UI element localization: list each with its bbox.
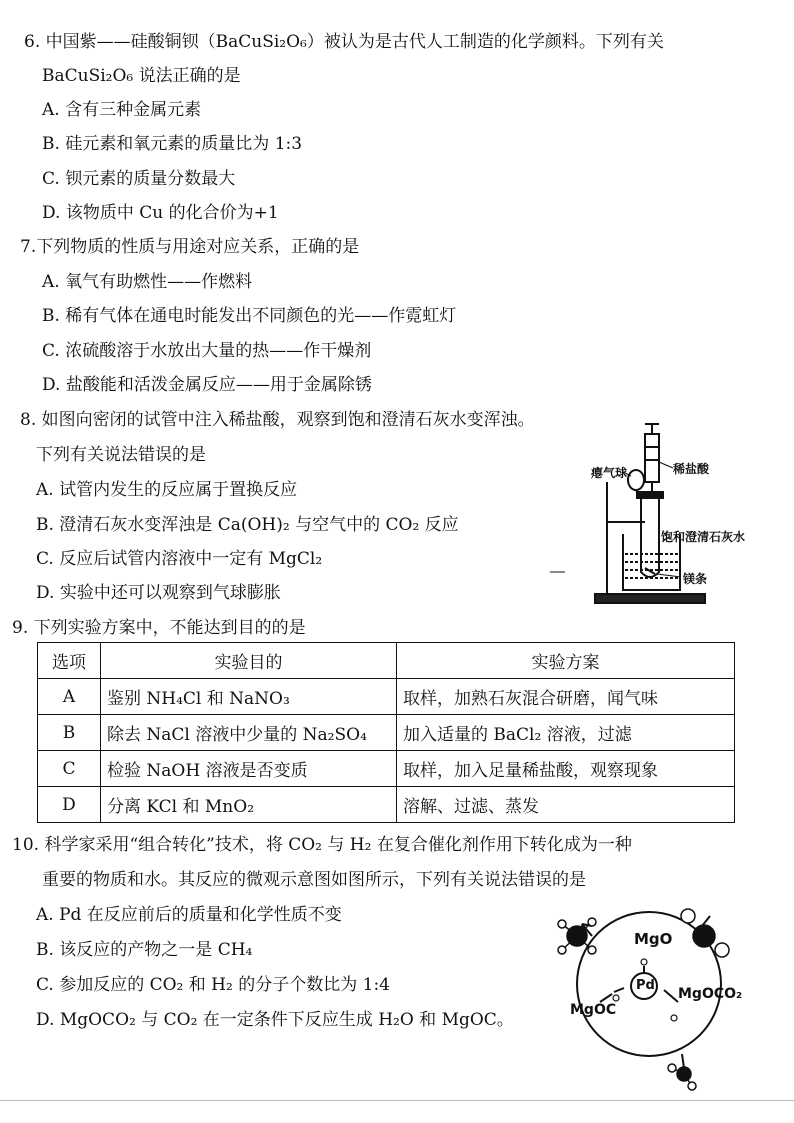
q10-reaction-figure	[552, 906, 792, 1096]
header-option: 选项	[38, 643, 101, 679]
q10-option-b: B. 该反应的产物之一是 CH₄	[36, 940, 253, 960]
header-purpose: 实验目的	[101, 643, 397, 679]
page-bottom-rule	[0, 1100, 794, 1101]
q10-option-d: D. MgOCO₂ 与 CO₂ 在一定条件下反应生成 H₂O 和 MgOC。	[36, 1010, 514, 1030]
table-row	[38, 751, 735, 787]
q6-option-b: B. 硅元素和氧元素的质量比为 1:3	[42, 134, 303, 154]
mg-label: 镁条	[683, 572, 708, 586]
row-plan: 取样，加入足量稀盐酸，观察现象	[397, 751, 735, 787]
q8-option-d: D. 实验中还可以观察到气球膨胀	[36, 583, 281, 603]
mgoco2-label: MgOCO₂	[678, 986, 743, 1002]
table-row	[38, 787, 735, 823]
row-plan: 加入适量的 BaCl₂ 溶液，过滤	[397, 715, 735, 751]
q9-stem: 9. 下列实验方案中，不能达到目的的是	[12, 618, 306, 638]
mgo-label: MgO	[634, 930, 673, 948]
row-option: A	[38, 679, 101, 715]
row-option: C	[38, 751, 101, 787]
header-plan: 实验方案	[397, 643, 735, 679]
water-molecule	[668, 1064, 696, 1090]
co2-molecule	[681, 909, 729, 957]
q8-option-b: B. 澄清石灰水变浑浊是 Ca(OH)₂ 与空气中的 CO₂ 反应	[36, 515, 459, 535]
mgoc-label: MgOC	[570, 1002, 617, 1018]
q10-option-a: A. Pd 在反应前后的质量和化学性质不变	[36, 905, 342, 925]
q6-option-a: A. 含有三种金属元素	[42, 100, 202, 120]
q7-option-d: D. 盐酸能和活泼金属反应——用于金属除锈	[42, 375, 372, 395]
q10-option-c: C. 参加反应的 CO₂ 和 H₂ 的分子个数比为 1:4	[36, 975, 390, 995]
row-option: B	[38, 715, 101, 751]
row-plan: 取样，加熟石灰混合研磨，闻气味	[397, 679, 735, 715]
row-purpose: 除去 NaCl 溶液中少量的 Na₂SO₄	[101, 715, 397, 751]
q8-apparatus-figure	[545, 422, 790, 612]
table-row	[38, 715, 735, 751]
q8-stem-line2: 下列有关说法错误的是	[36, 445, 206, 465]
row-purpose: 分离 KCl 和 MnO₂	[101, 787, 397, 823]
q6-option-c: C. 钡元素的质量分数最大	[42, 169, 236, 189]
q6-stem-line2: BaCuSi₂O₆ 说法正确的是	[42, 66, 241, 86]
balloon-label: 瘪气球	[591, 466, 628, 480]
q8-option-c: C. 反应后试管内溶液中一定有 MgCl₂	[36, 549, 323, 569]
q7-option-a: A. 氧气有助燃性——作燃料	[42, 272, 253, 292]
q9-table	[37, 642, 735, 823]
q6-option-d: D. 该物质中 Cu 的化合价为+1	[42, 203, 279, 223]
table-header-row	[38, 643, 735, 679]
q7-stem: 7.下列物质的性质与用途对应关系，正确的是	[20, 237, 360, 257]
q7-option-b: B. 稀有气体在通电时能发出不同颜色的光——作霓虹灯	[42, 306, 457, 326]
apparatus-drawing	[545, 422, 790, 612]
limewater-label: 饱和澄清石灰水	[661, 530, 746, 544]
table-row	[38, 679, 735, 715]
q8-stem-line1: 8. 如图向密闭的试管中注入稀盐酸，观察到饱和澄清石灰水变浑浊。	[20, 410, 535, 430]
row-purpose: 鉴别 NH₄Cl 和 NaNO₃	[101, 679, 397, 715]
q10-stem-line2: 重要的物质和水。其反应的微观示意图如图所示，下列有关说法错误的是	[42, 870, 586, 890]
pd-label: Pd	[636, 978, 655, 993]
methane-molecule	[558, 918, 596, 954]
q8-option-a: A. 试管内发生的反应属于置换反应	[36, 480, 298, 500]
row-option: D	[38, 787, 101, 823]
q10-stem-line1: 10. 科学家采用“组合转化”技术，将 CO₂ 与 H₂ 在复合催化剂作用下转化成为一种	[12, 835, 632, 855]
q6-stem-line1: 6. 中国紫——硅酸铜钡（BaCuSi₂O₆）被认为是古代人工制造的化学颜料。下列有关	[24, 32, 664, 52]
acid-label: 稀盐酸	[673, 462, 710, 476]
row-plan: 溶解、过滤、蒸发	[397, 787, 735, 823]
row-purpose: 检验 NaOH 溶液是否变质	[101, 751, 397, 787]
q7-option-c: C. 浓硫酸溶于水放出大量的热——作干燥剂	[42, 341, 372, 361]
